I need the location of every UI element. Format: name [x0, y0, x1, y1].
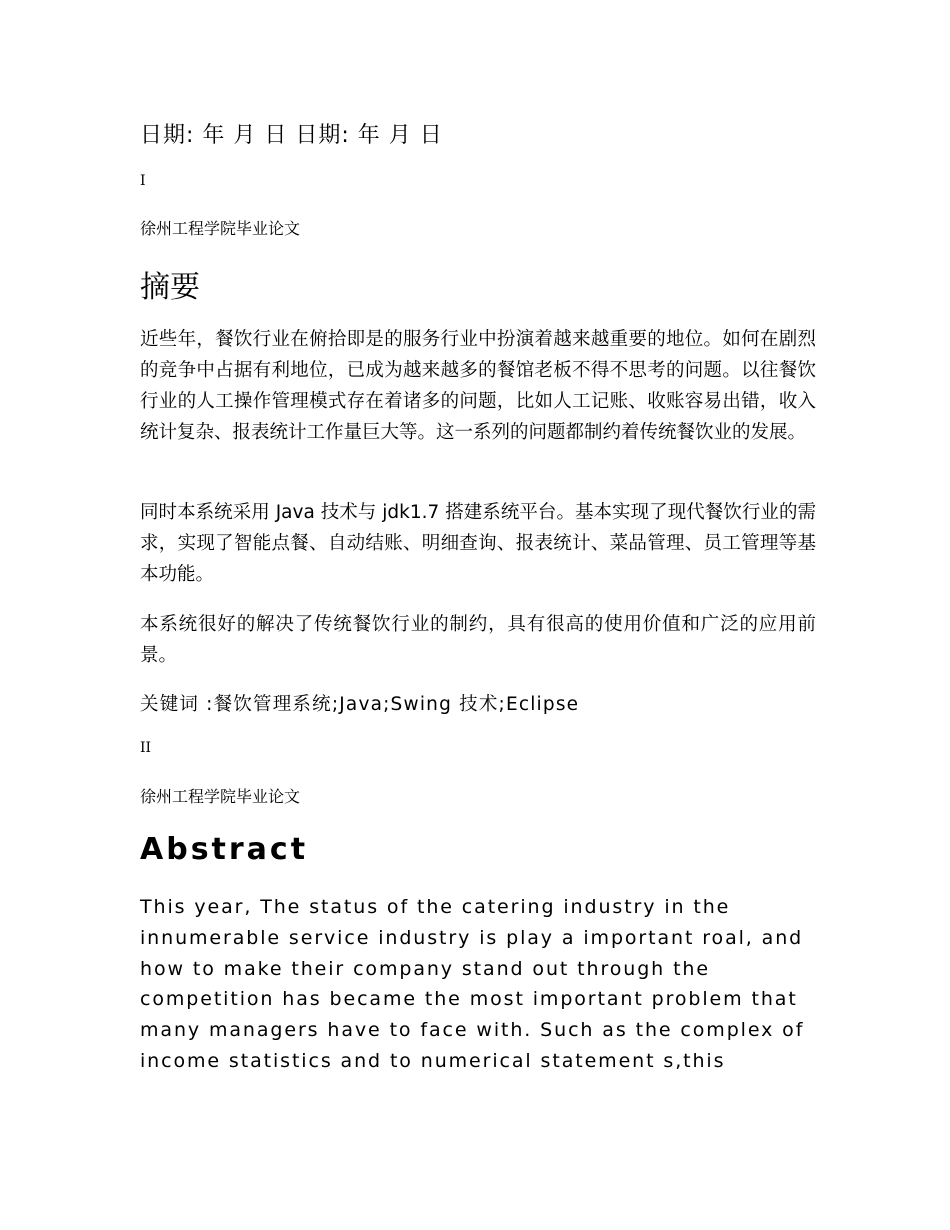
running-header-2: 徐州工程学院毕业论文 [140, 787, 301, 806]
keywords-line: 关键词 :餐饮管理系统;Java;Swing 技术;Eclipse [140, 694, 580, 715]
abstract-paragraph-2: 同时本系统采用 Java 技术与 jdk1.7 搭建系统平台。基本实现了现代餐饮行业的需求，实现了智能点餐、自动结账、明细查询、报表统计、菜品管理、员工管理等基本功能。 [140, 502, 816, 585]
abstract-paragraph-1: 近些年，餐饮行业在俯拾即是的服务行业中扮演着越来越重要的地位。如何在剧烈的竞争中占据有利地位，已成为越来越多的餐馆老板不得不思考的问题。以往餐饮行业的人工操作管理模式存在着诸多的问题，比如人工记账、收账容易出错，收入统计复杂、报表统计工作量巨大等。这一系列的问题都制约着传统餐饮业的发展。 [140, 329, 816, 443]
abstract-paragraph-3: 本系统很好的解决了传统餐饮行业的制约，具有很高的使用价值和广泛的应用前景。 [140, 614, 816, 666]
page-number-i: I [140, 173, 146, 189]
page-number-ii: II [140, 740, 152, 756]
abstract-title-cn: 摘要 [140, 270, 200, 305]
abstract-title-en: Abstract [140, 832, 309, 867]
running-header: 徐州工程学院毕业论文 [140, 219, 301, 238]
abstract-paragraph-en: This year, The status of the catering industry in the innumerable service industry is play a important roal, and how to make their company stand out through the competition has became the most important problem that many managers have to face with. Such as the complex of income statistics and to numerical statement s,this [140, 896, 805, 1072]
date-line: 日期: 年 月 日 日期: 年 月 日 [140, 123, 443, 148]
